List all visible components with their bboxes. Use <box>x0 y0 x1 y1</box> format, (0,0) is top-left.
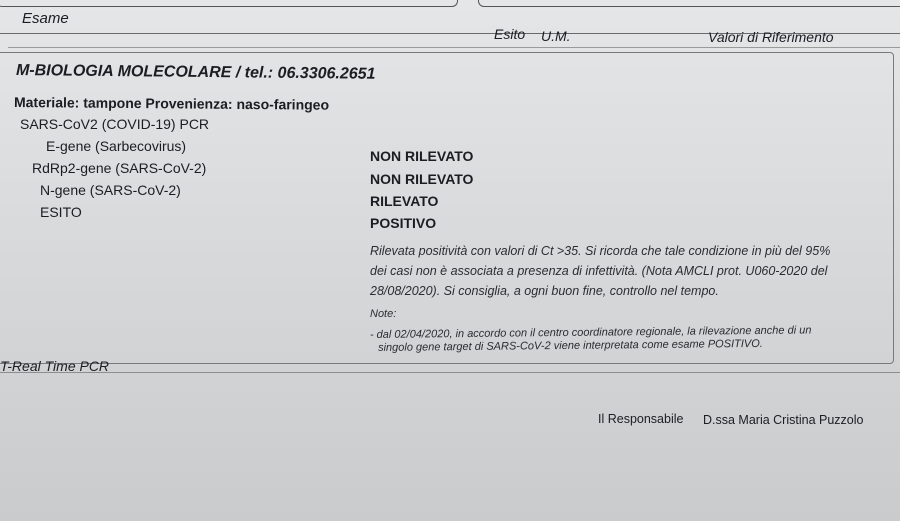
result-value: NON RILEVATO <box>370 171 474 187</box>
responsible-label: Il Responsabile <box>598 412 684 426</box>
material-line: Materiale: tampone Provenienza: naso-faringeo <box>13 94 330 113</box>
method-label: T-Real Time PCR <box>0 358 110 374</box>
comment-line: Rilevata positività con valori di Ct >35. Si ricorda che tale condizione in più del 95% <box>370 244 831 258</box>
result-comment <box>370 241 830 301</box>
footer-rule <box>0 372 900 373</box>
column-header-reference: Valori di Riferimento <box>708 29 834 45</box>
note-text <box>370 324 812 355</box>
result-name: E-gene (Sarbecovirus) <box>46 138 187 154</box>
header-box-right <box>478 0 900 7</box>
result-value: POSITIVO <box>370 215 437 231</box>
note-line: singolo gene target di SARS-CoV-2 viene interpretata come esame POSITIVO. <box>377 337 763 354</box>
header-underline <box>8 47 900 48</box>
exam-label: Esame <box>22 10 69 27</box>
comment-line: dei casi non è associata a presenza di infettività. (Nota AMCLI prot. U060-2020 del <box>370 264 828 278</box>
section-title: M-BIOLOGIA MOLECOLARE / tel.: 06.3306.2651 <box>15 62 376 83</box>
note-label: Note: <box>370 308 397 320</box>
comment-line: 28/08/2020). Si consiglia, a ogni buon fine, controllo nel tempo. <box>370 284 719 298</box>
note-line: - dal 02/04/2020, in accordo con il centro coordinatore regionale, la rilevazione anche di un <box>369 324 812 342</box>
responsible-name: D.ssa Maria Cristina Puzzolo <box>703 413 864 427</box>
test-name: SARS-CoV2 (COVID-19) PCR <box>20 116 210 132</box>
result-name: RdRp2-gene (SARS-CoV-2) <box>32 160 207 176</box>
header-box-left <box>0 0 458 7</box>
column-header-result: Esito <box>494 26 526 42</box>
result-value: NON RILEVATO <box>370 148 474 164</box>
result-name: ESITO <box>40 204 82 220</box>
result-value: RILEVATO <box>370 193 439 209</box>
result-name: N-gene (SARS-CoV-2) <box>40 182 181 198</box>
column-header-unit: U.M. <box>541 28 571 44</box>
